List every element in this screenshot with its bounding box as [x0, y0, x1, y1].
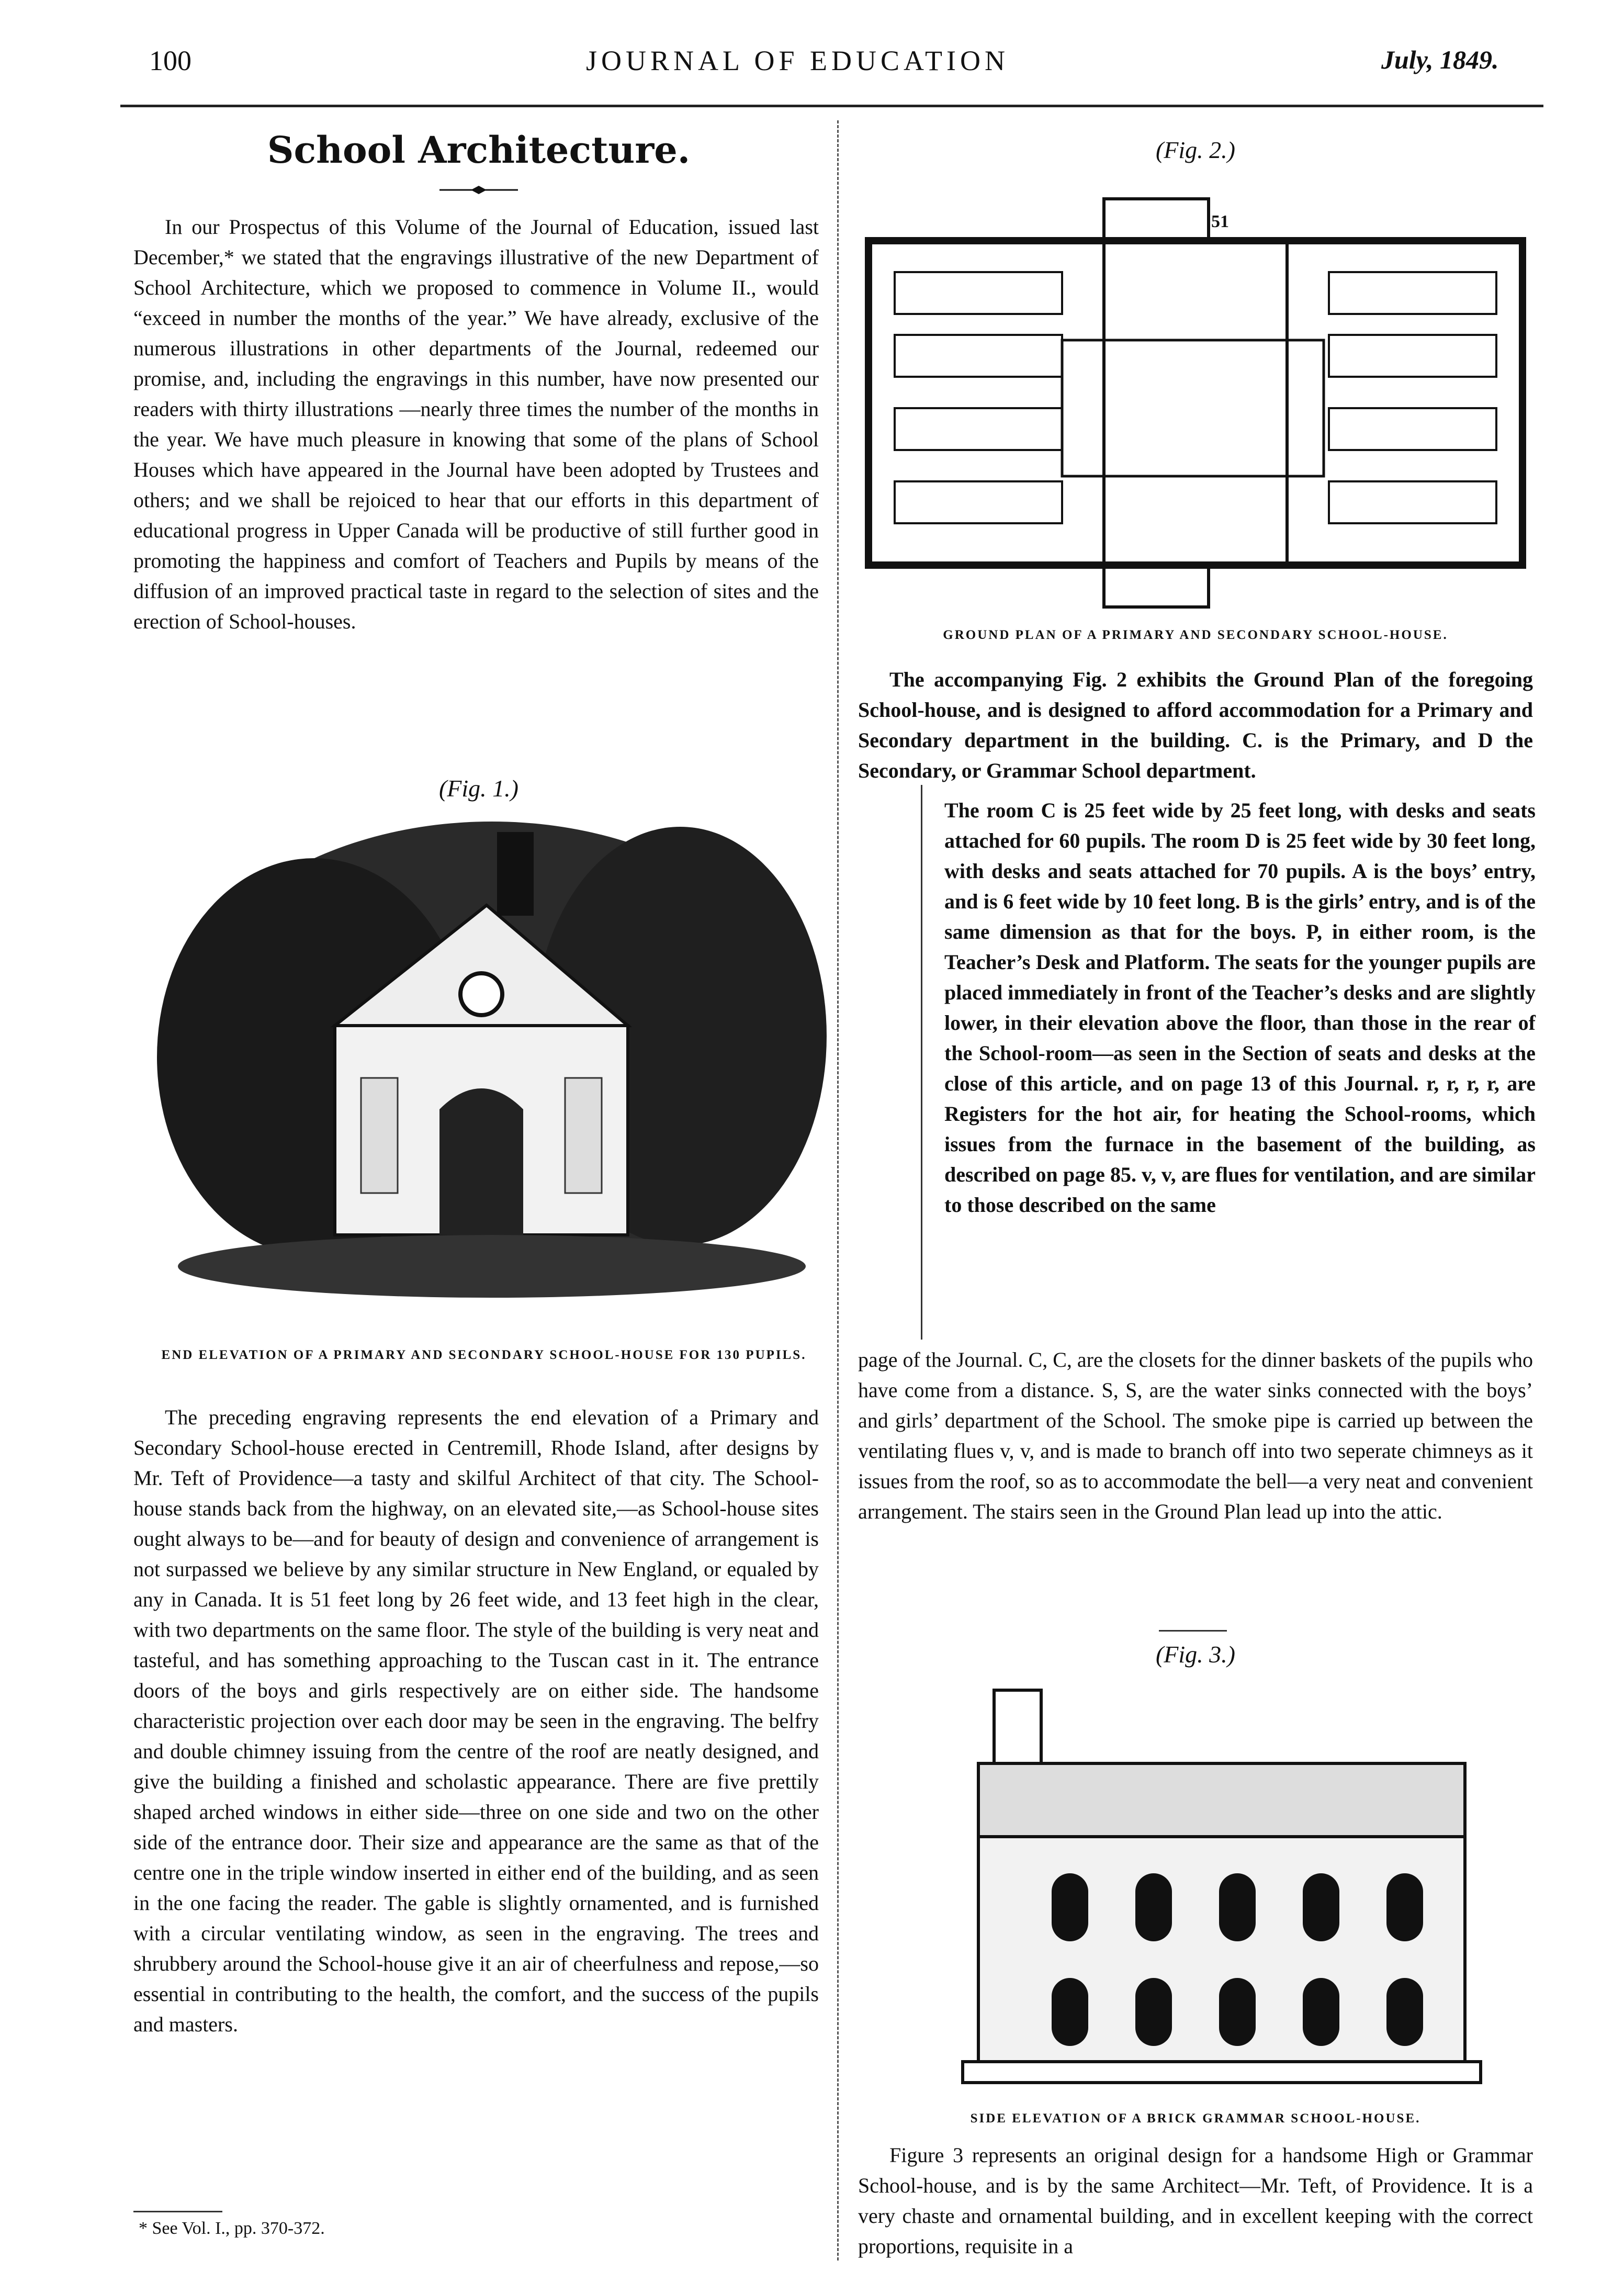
journal-title: JOURNAL OF EDUCATION — [586, 45, 1010, 76]
fig2-paragraph-a — [858, 665, 1533, 786]
fig1-text: The preceding engraving represents the end elevation of a Primary and Secondary School-house erected in Centremill, Rhode Island, after designs by Mr. Teft of Providence—a tasty and skilful Architect of that city. The School-house stands back from the highway, on an elevated site,—as School-house sites ought always to be—and for beauty of design and convenience of arrangement is not surpassed we believe by any similar structure in New England, or equaled by any in Canada. It is 51 feet long by 26 feet wide, and 13 feet high in the clear, with two departments on the same floor. The style of the building is very neat and tasteful, and has something approaching to the Tuscan cast in it. The entrance doors of the boys and girls respectively are on either side. The handsome characteristic projection over each door may be seen in the engraving. The belfry and double chimney issuing from the centre of the roof are neatly designed, and give the building a finished and scholastic appearance. There are five prettily shaped arched windows in either side—three on one side and two on the other side of the entrance door. Their size and appearance are the same as that of the centre one in the triple window inserted in either end of the building, and as seen in the one facing the reader. The gable is slightly ornamented, and is furnished with a circular ventilating window, as seen in the engraving. The trees and shrubbery around the School-house give it an air of cheerfulness and repose,—so essential in contributing to the health, the comfort, and the success of the pupils and masters. — [133, 1405, 819, 2036]
fig2-text-a: The accompanying Fig. 2 exhibits the Ground Plan of the foregoing School-house, and is designed to afford accommodation for a Primary and Secondary department in the building. C. is the Primary, and D the Secondary, or Grammar School department. — [858, 668, 1533, 782]
page-number: 100 — [149, 45, 191, 76]
fig2-paragraph-b — [944, 795, 1536, 1220]
issue-date: July, 1849. — [1381, 45, 1499, 74]
fig2-caption: GROUND PLAN OF A PRIMARY AND SECONDARY SCHOOL-HOUSE. — [943, 628, 1448, 642]
fig3-text: Figure 3 represents an original design for a handsome High or Grammar School-house, and is by the same Architect—Mr. Teft, of Providence. It is a very chaste and ornamental building, and in excellent keeping with the correct proportions, requisite in a — [858, 2143, 1533, 2258]
fig2-text-c: page of the Journal. C, C, are the closets for the dinner baskets of the pupils who have come from a distance. S, S, are the water sinks connected with the boys’ and girls’ department of the School. The smoke pipe is carried up between the ventilating flues v, v, and is made to branch off into two seperate chimneys as it issues from the roof, so as to accommodate the bell—a very neat and convenient arrangement. The stairs seen in the Ground Plan lead up into the attic. — [858, 1348, 1533, 1523]
intro-text: In our Prospectus of this Volume of the Journal of Education, issued last December,* we stated that the engravings illustrative of the new Department of School Architecture, which we proposed to commence in Volume II., would “exceed in number the months of the year.” We have already, exclusive of the numerous illustrations in other departments of the Journal, redeemed our promise, and, including the engravings in this number, have now presented our readers with thirty illustrations —nearly three times the number of the months in the year. We have much pleasure in knowing that some of the plans of School Houses which have appeared in the Journal have been adopted by Trustees and others; and we shall be rejoiced to hear that our efforts in this department of educational progress in Upper Canada will be productive of still further good in promoting the happiness and comfort of Teachers and Pupils by means of the diffusion of an improved practical taste in regard to the selection of sites and the erection of School-houses. — [133, 215, 819, 633]
fig2-label: (Fig. 2.) — [1155, 137, 1235, 163]
fig2-ground-plan — [863, 194, 1528, 612]
fig3-rule — [1159, 1630, 1227, 1632]
fig1-engraving — [157, 816, 827, 1298]
fig1-caption: END ELEVATION OF A PRIMARY AND SECONDARY SCHOOL-HOUSE FOR 130 PUPILS. — [161, 1348, 807, 1362]
intro-paragraph — [133, 212, 819, 637]
fig3-side-elevation — [957, 1685, 1486, 2093]
header-rule — [120, 105, 1543, 107]
footnote-rule — [133, 2211, 222, 2212]
fig1-paragraph — [133, 1402, 819, 2040]
column-divider — [837, 120, 839, 2261]
fig3-paragraph — [858, 2140, 1533, 2262]
fig2-dimension-label: 51 — [1211, 212, 1229, 231]
fig1-label: (Fig. 1.) — [438, 775, 518, 802]
fig2-text-b: The room C is 25 feet wide by 25 feet long, with desks and seats attached for 60 pupils. The room D is 25 feet wide by 30 feet long, with desks and seats attached for 70 pupils. A is the boys’ entry, and is 6 feet wide by 10 feet long. B is the girls’ entry, and is of the same dimension as that for the boys. P, in either room, is the Teacher’s Desk and Platform. The seats for the younger pupils are placed immediately in front of the Teacher’s desks and are slightly lower, in their elevation above the floor, than those in the rear of the School-room—as seen in the Section of seats and desks at the close of this article, and on page 13 of this Journal. r, r, r, r, are Registers for the hot air, for heating the School-rooms, which issues from the furnace in the basement of the building, as described on page 85. v, v, are flues for ventilation, and are similar to those described on the same — [944, 799, 1536, 1217]
fig2-paragraph-c — [858, 1345, 1533, 1527]
title-ornament — [439, 186, 518, 190]
article-title: School Architecture. — [267, 128, 691, 172]
fig3-label: (Fig. 3.) — [1155, 1641, 1235, 1668]
fig3-caption: SIDE ELEVATION OF A BRICK GRAMMAR SCHOOL-HOUSE. — [970, 2111, 1421, 2126]
footnote: * See Vol. I., pp. 370-372. — [139, 2219, 325, 2238]
inset-rule — [921, 785, 922, 1340]
